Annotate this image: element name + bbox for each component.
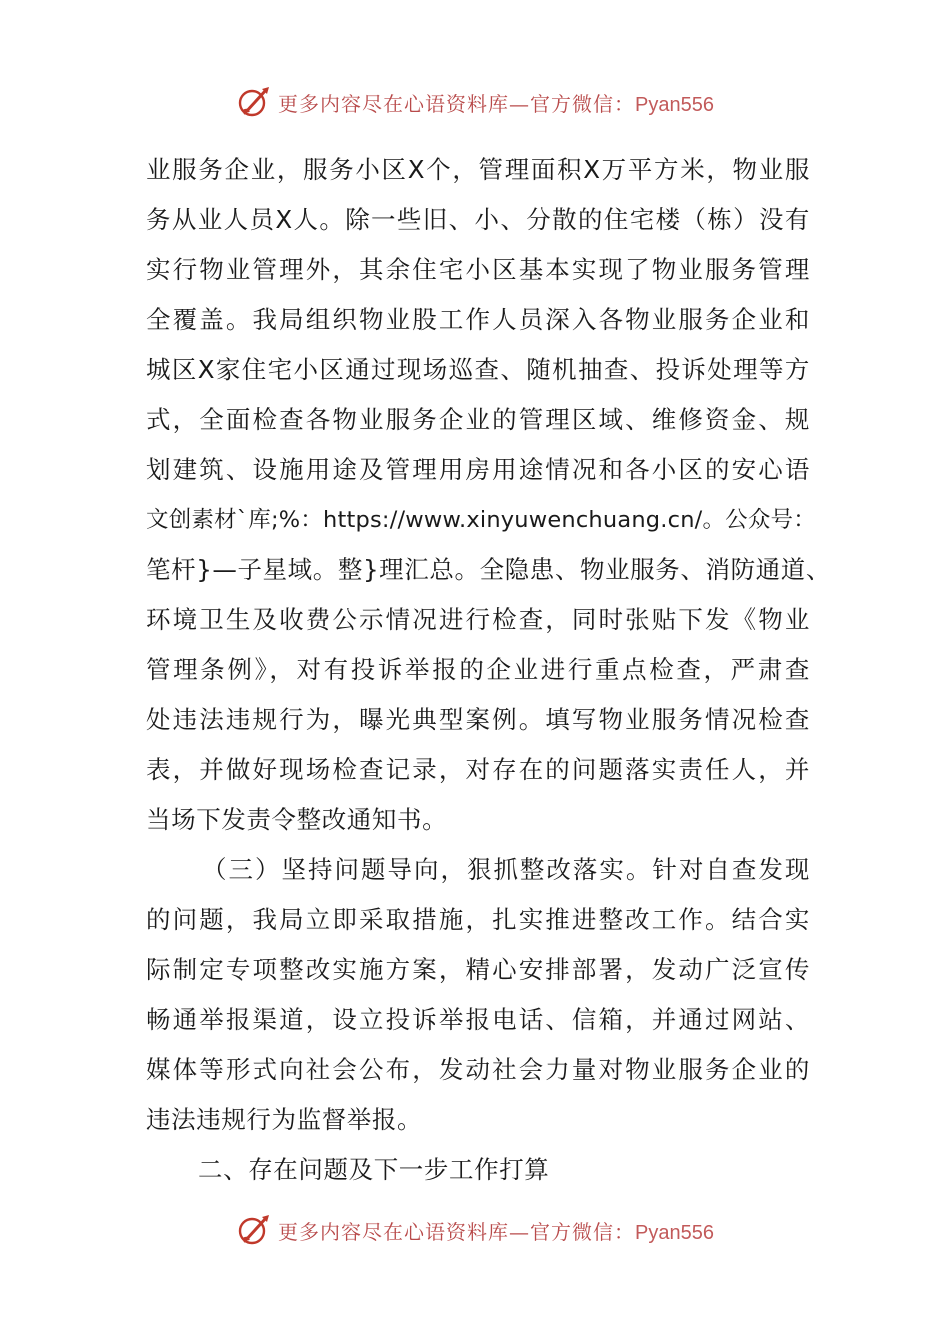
pen-logo-icon <box>236 1212 272 1248</box>
footer-banner-cn: 更多内容尽在心语资料库—官方微信： <box>278 1219 636 1244</box>
body-line: 的问题，我局立即采取措施，扎实推进整改工作。结合实 <box>146 905 810 934</box>
body-line: 笔杆}—子星域。整}理汇总。全隐患、物业服务、消防通道、 <box>146 555 831 584</box>
pen-logo-icon <box>236 84 272 120</box>
header-banner-id: Pyan556 <box>635 93 714 116</box>
body-line: 当场下发责令整改通知书。 <box>146 805 448 834</box>
body-line: 文创素材`库;%：https://www.xinyuwenchuang.cn/。公众号： <box>146 507 816 533</box>
body-line: 际制定专项整改实施方案，精心安排部署，发动广泛宣传 <box>146 955 810 984</box>
body-line: 务从业人员X人。除一些旧、小、分散的住宅楼（栋）没有 <box>146 205 810 234</box>
body-line: 式，全面检查各物业服务企业的管理区域、维修资金、规 <box>146 405 810 434</box>
document-body <box>146 145 831 1195</box>
body-line: 违法违规行为监督举报。 <box>146 1105 423 1134</box>
body-line: 媒体等形式向社会公布，发动社会力量对物业服务企业的 <box>146 1055 810 1084</box>
footer-banner <box>0 1210 950 1250</box>
body-line: 环境卫生及收费公示情况进行检查，同时张贴下发《物业 <box>146 605 810 634</box>
header-banner <box>0 82 950 122</box>
section-heading: 二、存在问题及下一步工作打算 <box>198 1155 550 1184</box>
body-line: 畅通举报渠道，设立投诉举报电话、信箱，并通过网站、 <box>146 1005 810 1034</box>
body-line: 划建筑、设施用途及管理用房用途情况和各小区的安心语 <box>146 455 810 484</box>
body-line: 实行物业管理外，其余住宅小区基本实现了物业服务管理 <box>146 255 810 284</box>
body-line: （三）坚持问题导向，狠抓整改落实。针对自查发现 <box>202 855 810 884</box>
body-line: 处违法违规行为，曝光典型案例。填写物业服务情况检查 <box>146 705 810 734</box>
body-line: 管理条例》，对有投诉举报的企业进行重点检查，严肃查 <box>146 655 810 684</box>
header-banner-text <box>278 88 714 117</box>
body-line: 表，并做好现场检查记录，对存在的问题落实责任人，并 <box>146 755 810 784</box>
body-line: 城区X家住宅小区通过现场巡查、随机抽查、投诉处理等方 <box>146 355 810 384</box>
header-banner-cn: 更多内容尽在心语资料库—官方微信： <box>278 91 636 116</box>
body-line: 全覆盖。我局组织物业股工作人员深入各物业服务企业和 <box>146 305 810 334</box>
footer-banner-text <box>278 1216 714 1245</box>
footer-banner-id: Pyan556 <box>635 1221 714 1244</box>
body-line: 业服务企业，服务小区X个，管理面积X万平方米，物业服 <box>146 155 810 184</box>
